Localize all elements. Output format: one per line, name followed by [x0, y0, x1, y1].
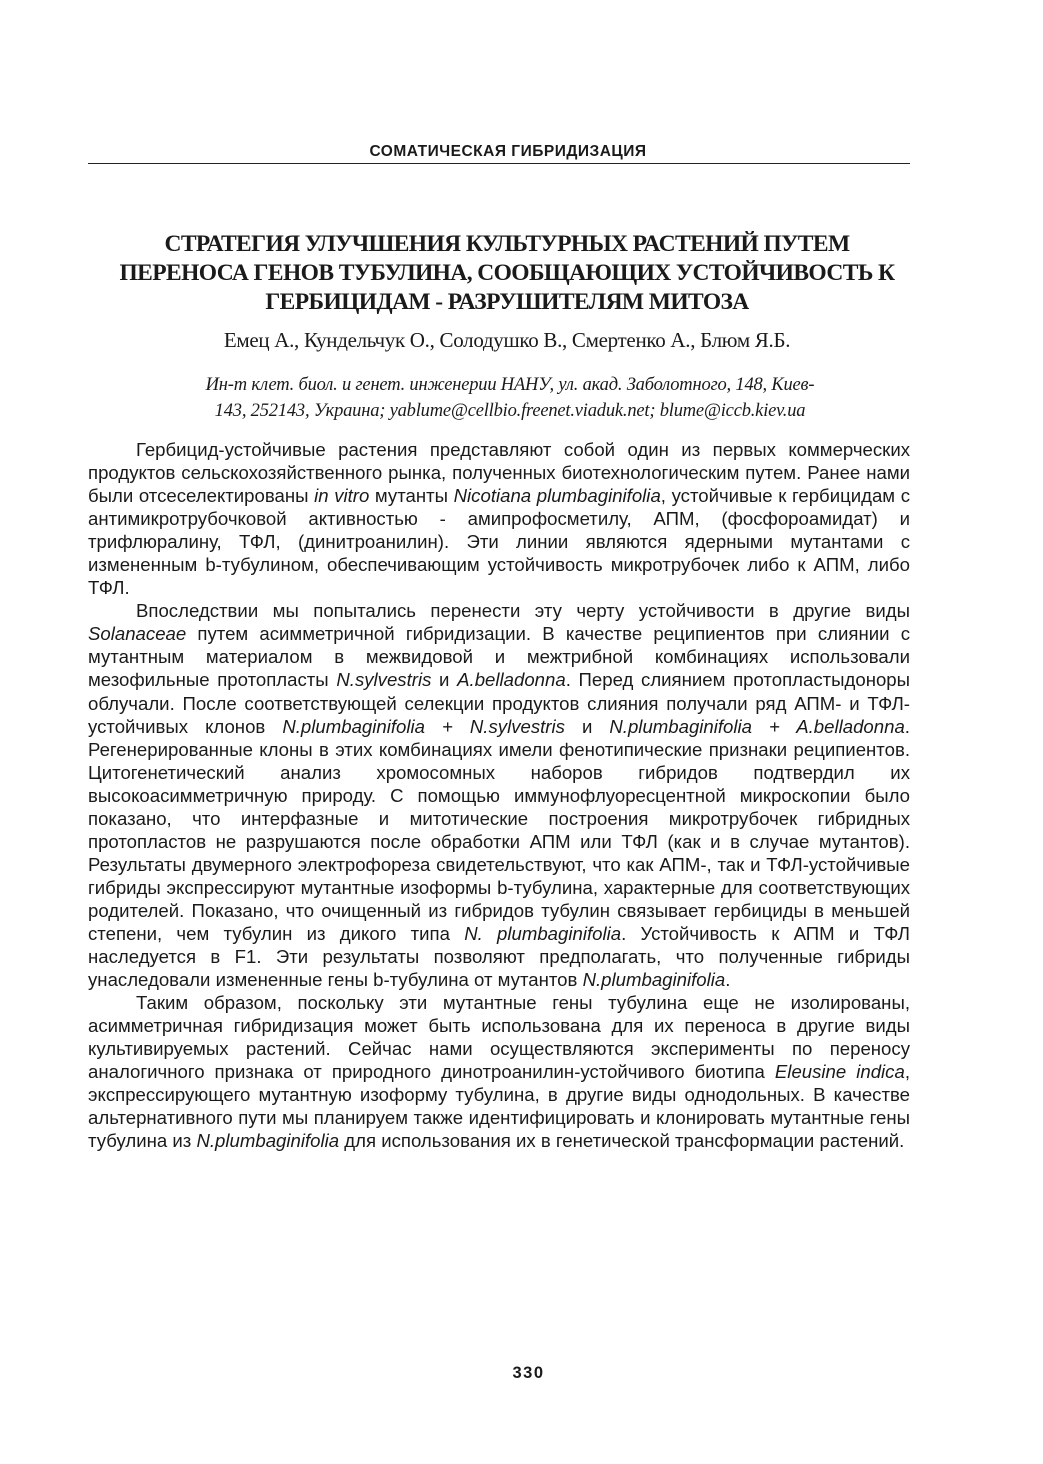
affiliation-line-1: Ин-т клет. биол. и генет. инженерии НАНУ, ул. акад. Заболотного, 148, Киев-	[205, 375, 815, 395]
text-run: . Перед слиянием протопластыдоноры облучали. После соответствующей селекции продуктов слияния получали ряд АПМ- и ТФЛ-устойчивых клонов	[88, 669, 911, 737]
text-run: , устойчивые к гербицидам с антимикротрубочковой активностью - амипрофосметилу, АПМ, (фосфороамидат) и трифлюралину, ТФЛ, (динитроанилин). Эти линии являются ядерными мутантами с измененным b-тубулином, обеспечивающим устойчивость микротрубочек либо к АПМ, либо ТФЛ.	[88, 485, 910, 599]
species-name: Eleusine indica	[774, 1061, 905, 1083]
text-run: для использования их в генетической трансформации растений.	[339, 1130, 905, 1152]
text-run: . Устойчивость к АПМ и ТФЛ наследуется в F1. Эти результаты позволяют предполагать, что полученные гибриды унаследовали измененные гены b-тубулина от мутантов	[88, 922, 911, 991]
species-name: N.sylvestris	[336, 669, 432, 691]
species-name: A.belladonna	[457, 669, 566, 691]
running-header: СОМАТИЧЕСКАЯ ГИБРИДИЗАЦИЯ	[369, 143, 647, 160]
text-run: Гербицид-устойчивые растения представляют собой один из первых коммерческих продуктов сельскохозяйственного рынка, полученных биотехнологическим путем. Ранее нами были отсеселектированы	[88, 439, 910, 507]
title-line-2: ПЕРЕНОСА ГЕНОВ ТУБУЛИНА, СООБЩАЮЩИХ УСТОЙЧИВОСТЬ К	[119, 260, 895, 286]
paragraph-3	[88, 991, 910, 1152]
affiliation	[110, 372, 910, 424]
title-line-3: ГЕРБИЦИДАМ - РАЗРУШИТЕЛЯМ МИТОЗА	[265, 289, 749, 315]
species-name: Nicotiana plumbaginifolia	[453, 485, 661, 507]
authors: Емец А., Кундельчук О., Солодушко В., Смертенко А., Блюм Я.Б.	[223, 328, 791, 352]
header-rule	[88, 163, 910, 164]
species-name: N. plumbaginifolia	[464, 922, 622, 944]
italic-term: in vitro	[314, 485, 370, 507]
title-line-1: СТРАТЕГИЯ УЛУЧШЕНИЯ КУЛЬТУРНЫХ РАСТЕНИЙ ПУТЕМ	[164, 231, 850, 257]
species-name: N.plumbaginifolia + N.sylvestris	[282, 715, 565, 737]
text-run: путем асимметричной гибридизации. В качестве реципиентов при слиянии с мутантным материалом в межвидовой и межтрибной комбинациях использовали мезофильные протопласты	[88, 623, 910, 691]
text-run: и	[564, 715, 610, 737]
paragraph-2	[88, 599, 910, 991]
species-name: N.plumbaginifolia + A.belladonna	[609, 715, 905, 737]
article-title	[96, 230, 918, 317]
text-run: Таким образом, поскольку эти мутантные гены тубулина еще не изолированы, асимметричная гибридизация может быть использована для их переноса в другие виды культивируемых растений. Сейчас нами осуществляются эксперименты по переносу аналогичного признака от природного динотроанилин-устойчивого биотипа	[88, 992, 910, 1083]
text-run: Впоследствии мы попытались перенести эту черту устойчивости в другие виды	[136, 600, 910, 622]
species-name: N.plumbaginifolia	[582, 969, 726, 991]
paragraph-1	[88, 438, 910, 599]
text-run: . Регенерированные клоны в этих комбинациях имели фенотипические признаки реципиентов. Цитогенетический анализ хромосомных наборов гибридов подтвердил их высокоасимметричную природу. С помощью иммунофлуоресцентной микроскопии было показано, что интерфазные и митотические построения микротрубочек гибридных протопластов не разрушаются после обработки АПМ или ТФЛ (как и в случае мутантов). Результаты двумерного электрофореза свидетельствуют, что как АПМ-, так и ТФЛ-устойчивые гибриды экспрессируют мутантные изоформы b-тубулина, характерные для соответствующих родителей. Показано, что очищенный из гибридов тубулин связывает гербициды в меньшей степени, чем тубулин из дикого типа	[88, 715, 910, 944]
text-run: , экспрессирующего мутантную изоформу тубулина, в другие виды однодольных. В качестве альтернативного пути мы планируем также идентифицировать и клонировать мутантные гены тубулина из	[88, 1061, 910, 1152]
text-run: и	[431, 669, 458, 691]
species-name: Solanaceae	[88, 623, 187, 645]
article-body	[88, 438, 910, 1152]
text-run: .	[725, 969, 731, 991]
affiliation-line-2: 143, 252143, Украина; yablume@cellbio.freenet.viaduk.net; blume@iccb.kiev.ua	[214, 401, 806, 421]
text-run: мутанты	[369, 485, 454, 507]
species-name: N.plumbaginifolia	[196, 1130, 340, 1152]
page-number: 330	[512, 1364, 545, 1382]
